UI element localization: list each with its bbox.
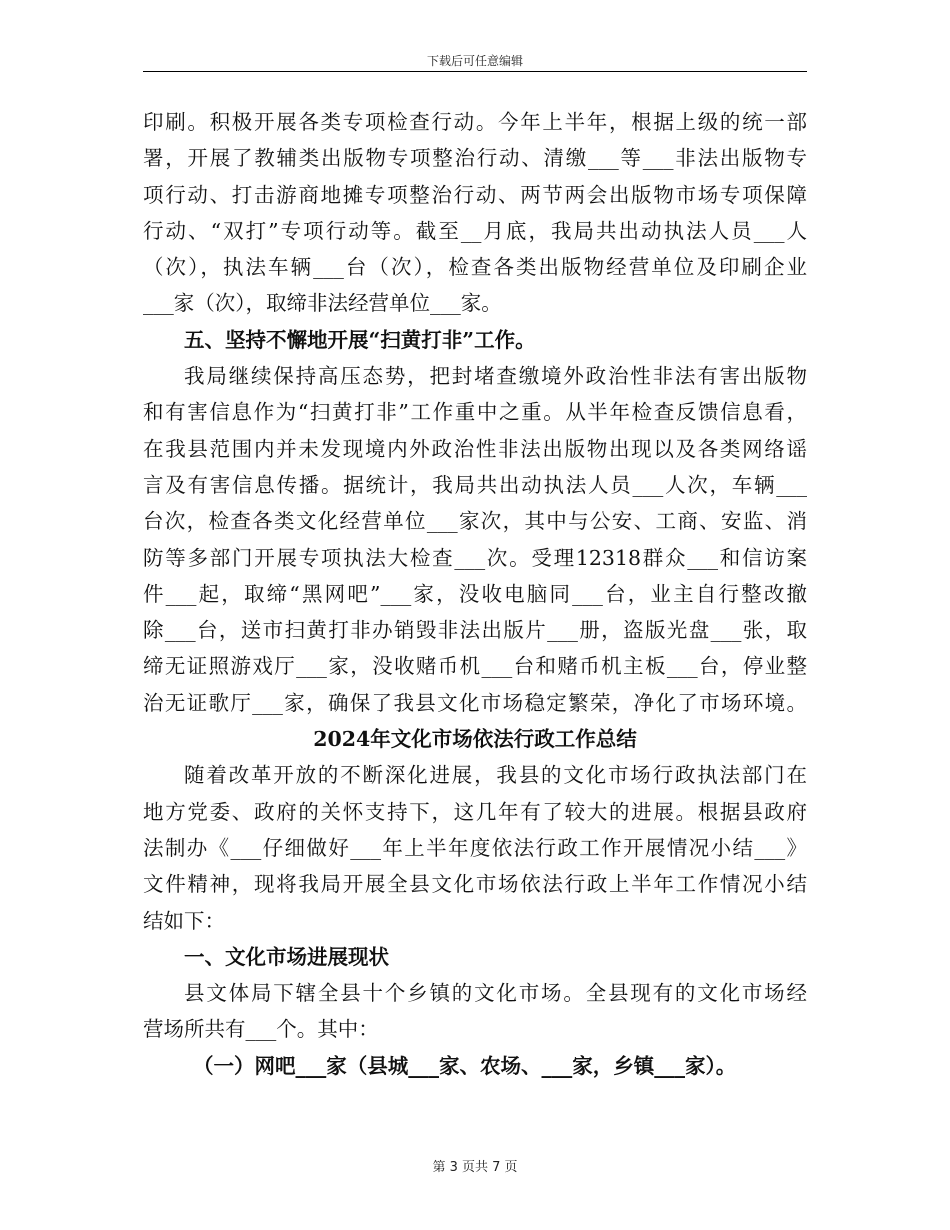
text-line: 署，开展了教辅类出版物专项整治行动、清缴___等___非法出版物专 (143, 146, 807, 171)
subsection-heading: （一）网吧___家（县城___家、农场、___家，乡镇___家）。 (193, 1053, 737, 1078)
text-line: 言及有害信息传播。据统计，我局共出动执法人员___人次，车辆___ (143, 472, 807, 497)
text-line: 治无证歌厅___家，确保了我县文化市场稳定繁荣，净化了市场环境。 (143, 690, 807, 715)
text-line: 文件精神，现将我局开展全县文化市场依法行政上半年工作情况小结 (143, 872, 807, 897)
text-line: 缔无证照游戏厅___家，没收赌币机___台和赌币机主板___台，停业整 (143, 654, 807, 679)
text-line: 随着改革开放的不断深化进展，我县的文化市场行政执法部门在 (184, 763, 807, 788)
text-line: 和有害信息作为“扫黄打非”工作重中之重。从半年检查反馈信息看， (143, 400, 807, 425)
page-footer: 第 3 页共 7 页 (432, 1160, 518, 1175)
text-line: 县文体局下辖全县十个乡镇的文化市场。全县现有的文化市场经 (184, 981, 807, 1006)
text-line: 除___台，送市扫黄打非办销毁非法出版片___册，盗版光盘___张，取 (143, 618, 807, 643)
text-line: 法制办《___仔细做好___年上半年度依法行政工作开展情况小结___》 (143, 835, 807, 860)
text-line: 件___起，取缔“黑网吧”___家，没收电脑同___台，业主自行整改撤 (143, 581, 807, 606)
text-line: 在我县范围内并未发现境内外政治性非法出版物出现以及各类网络谣 (143, 436, 807, 461)
text-line: 台次，检查各类文化经营单位___家次，其中与公安、工商、安监、消 (143, 509, 807, 534)
section-heading: 一、文化市场进展现状 (184, 944, 389, 969)
page-header: 下载后可任意编辑 (426, 54, 523, 68)
text-line: ___家（次），取缔非法经营单位___家。 (143, 291, 502, 316)
text-line: 印刷。积极开展各类专项检查行动。今年上半年，根据上级的统一部 (143, 110, 807, 134)
section-heading: 五、坚持不懈地开展“扫黄打非”工作。 (184, 327, 536, 352)
document-title: 2024年文化市场依法行政工作总结 (313, 727, 637, 752)
text-line: （次），执法车辆___台（次），检查各类出版物经营单位及印刷企业 (143, 255, 807, 280)
header-divider (143, 71, 807, 72)
text-line: 项行动、打击游商地摊专项整治行动、两节两会出版物市场专项保障 (143, 182, 807, 207)
document-body (143, 104, 807, 1084)
text-line: 行动、“双打”专项行动等。截至__月底，我局共出动执法人员___人 (143, 218, 807, 243)
text-line: 结如下： (143, 908, 225, 933)
text-line: 地方党委、政府的关怀支持下，这几年有了较大的进展。根据县政府 (143, 799, 807, 824)
text-line: 防等多部门开展专项执法大检查___次。受理12318群众___和信访案 (143, 545, 807, 570)
text-line: 我局继续保持高压态势，把封堵查缴境外政治性非法有害出版物 (184, 364, 807, 389)
text-line: 营场所共有___个。其中： (143, 1017, 379, 1042)
